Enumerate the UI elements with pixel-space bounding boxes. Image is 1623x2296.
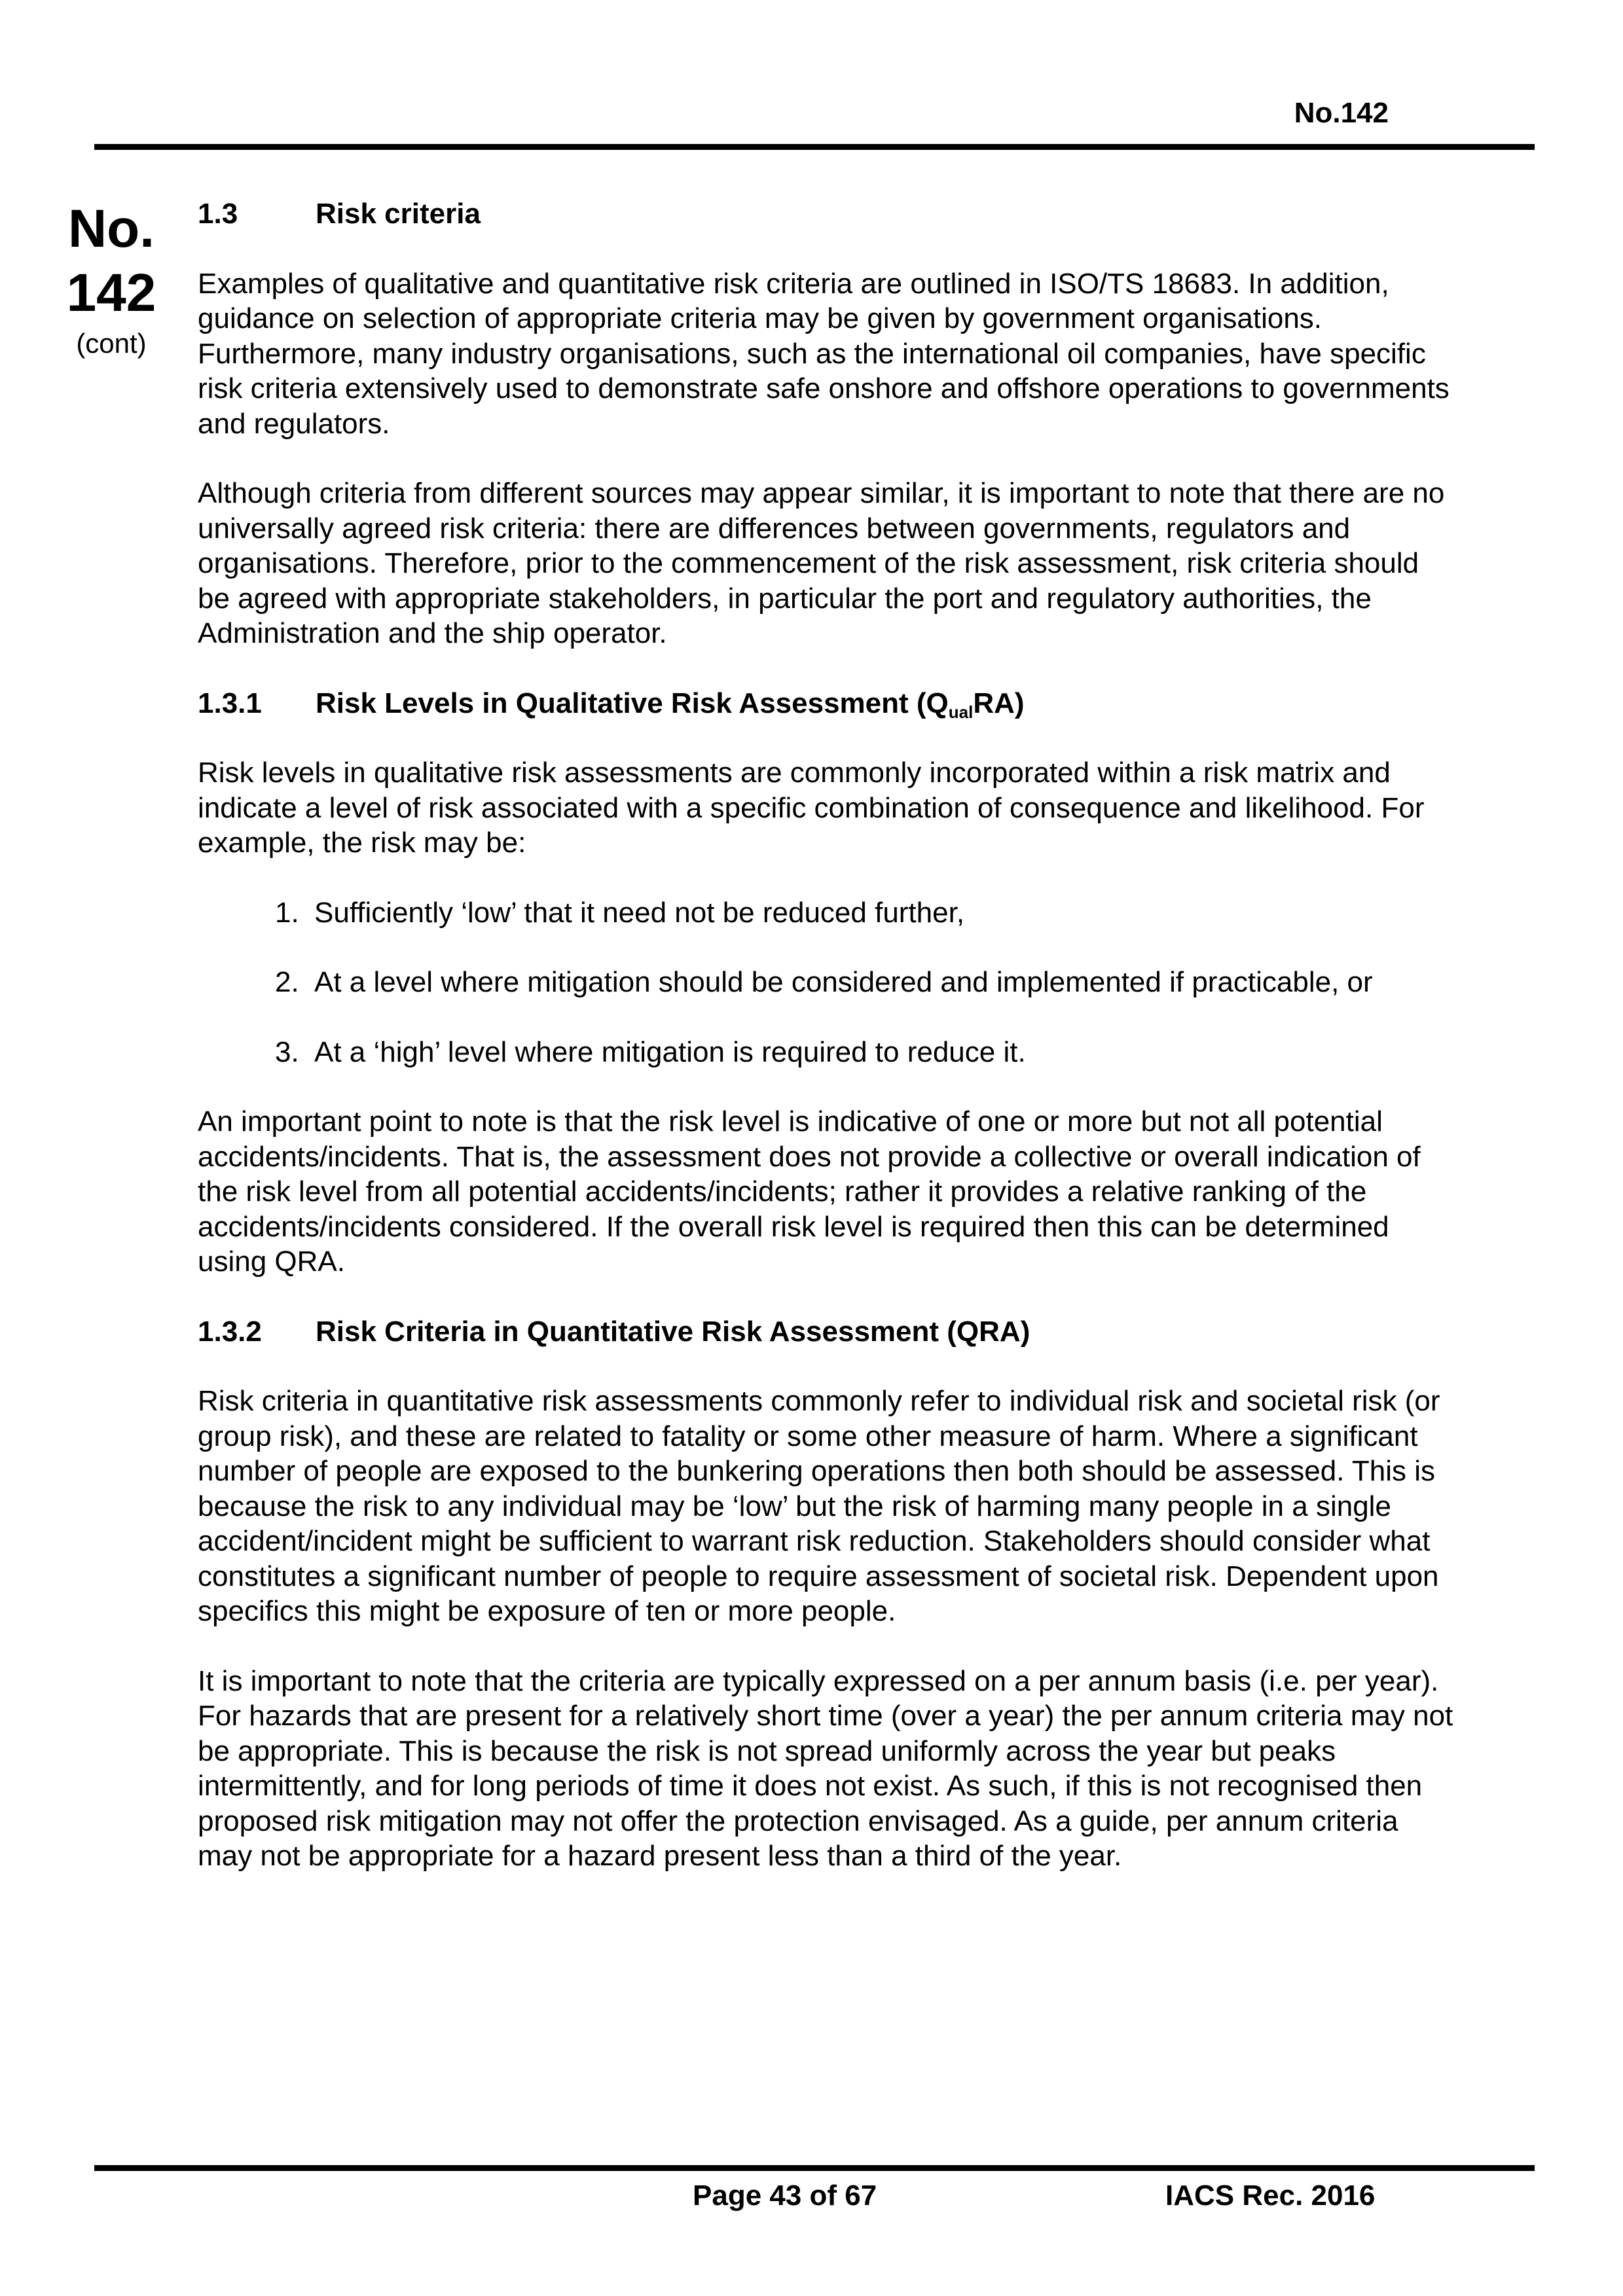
section-number: 1.3 <box>198 198 238 230</box>
section-title-subscript: ual <box>948 702 974 722</box>
paragraph: An important point to note is that the risk level is indicative of one or more but not all potential accidents/incidents. That is, the assessment does not provide a collective or overall indication of the risk level from all potential accidents/incidents; rather it provides a relative ranking of the accidents/incidents considered. If the overall risk level is required then this can be determined using QRA. <box>198 1105 1421 1278</box>
list-text: Sufficiently ‘low’ that it need not be reduced further, <box>314 896 965 929</box>
paragraph: Risk levels in qualitative risk assessments are commonly incorporated within a risk matrix and indicate a level of risk associated with a specific combination of consequence and likelihood. For example, the risk may be: <box>198 757 1425 859</box>
side-no-label: No. <box>67 199 155 259</box>
footer-recommendation: IACS Rec. 2016 <box>1165 2179 1376 2212</box>
list-marker: 2. <box>275 966 299 998</box>
paragraph: Risk criteria in quantitative risk assessments commonly refer to individual risk and societal risk (or group risk), and these are related to fatality or some other measure of harm. Where a significant number of people are exposed to the bunkering operations then both should be assessed. This is because the risk to any individual may be ‘low’ but the risk of harming many people in a single accident/incident might be sufficient to warrant risk reduction. Stakeholders should consider what constitutes a significant number of people to require assessment of societal risk. Dependent upon specifics this might be exposure of ten or more people. <box>198 1385 1440 1627</box>
list-marker: 3. <box>275 1035 299 1068</box>
section-title <box>316 686 1025 721</box>
section-heading-1-3-1 <box>198 686 1455 721</box>
side-cont-label: (cont) <box>76 328 147 359</box>
list-text: At a ‘high’ level where mitigation is required to reduce it. <box>314 1035 1026 1068</box>
list-marker: 1. <box>275 896 299 929</box>
list-item <box>198 965 1455 1000</box>
paragraph: Examples of qualitative and quantitative risk criteria are outlined in ISO/TS 18683. In addition, guidance on selection of appropriate criteria may be given by government organisations. Furthermore, many industry organisations, such as the international oil companies, have specific risk criteria extensively used to demonstrate safe onshore and offshore operations to governments and regulators. <box>198 267 1450 440</box>
paragraph: It is important to note that the criteria are typically expressed on a per annum basis (i.e. per year). For hazards that are present for a relatively short time (over a year) the per annum criteria may not be appropriate. This is because the risk is not spread uniformly across the year but peaks intermittently, and for long periods of time it does not exist. As such, if this is not recognised then proposed risk mitigation may not offer the protection envisaged. As a guide, per annum criteria may not be appropriate for a hazard present less than a third of the year. <box>198 1664 1453 1872</box>
header-rule <box>94 144 1535 150</box>
section-heading-1-3 <box>198 196 1455 232</box>
header-document-number: No.142 <box>1294 97 1389 129</box>
list-text: At a level where mitigation should be considered and implemented if practicable, or <box>314 966 1373 998</box>
section-number: 1.3.2 <box>198 1315 262 1348</box>
section-heading-1-3-2 <box>198 1314 1455 1350</box>
section-title-part: Risk Levels in Qualitative Risk Assessment (Q <box>316 687 949 719</box>
list-item <box>198 895 1455 931</box>
section-title: Risk criteria <box>316 198 481 230</box>
footer-rule <box>94 2165 1535 2171</box>
section-number: 1.3.1 <box>198 687 262 719</box>
side-document-label <box>46 196 177 363</box>
section-title-part: RA) <box>973 687 1025 719</box>
footer-page-number: Page 43 of 67 <box>693 2179 877 2212</box>
section-title: Risk Criteria in Quantitative Risk Assessment (QRA) <box>316 1315 1030 1348</box>
list-item <box>198 1035 1455 1070</box>
side-number-label: 142 <box>66 263 156 323</box>
page-content <box>198 196 1455 1909</box>
paragraph: Although criteria from different sources may appear similar, it is important to note that there are no universally agreed risk criteria: there are differences between governments, regulators and organisations. Therefore, prior to the commencement of the risk assessment, risk criteria should be agreed with appropriate stakeholders, in particular the port and regulatory authorities, the Administration and the ship operator. <box>198 477 1445 649</box>
